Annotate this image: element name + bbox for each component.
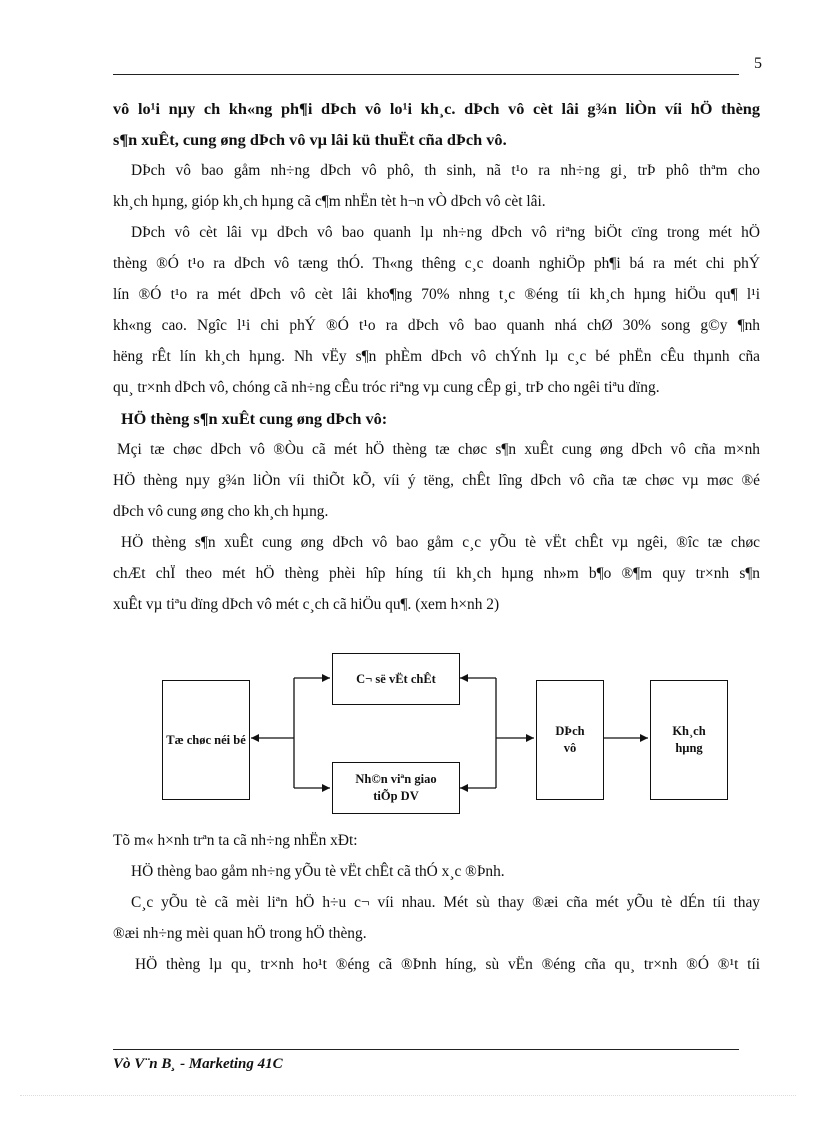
body-text — [113, 93, 760, 980]
paragraph-line: HÖ thèng nµy g¾n liÒn víi thiÕt kÕ, víi ý tëng, chÊt lîng dÞch vô cña tæ chøc vµ møc ®é — [113, 472, 760, 489]
box-service: DÞch vô — [536, 680, 604, 800]
paragraph-line: vô lo¹i nµy ch kh«ng ph¶i dÞch vô lo¹i kh¸c. dÞch vô cèt lâi g¾n liÒn víi hÖ thèng — [113, 99, 760, 118]
paragraph-line: xuÊt vµ tiªu dïng dÞch vô mét c¸ch cã hiÖu qu¶. (xem h×nh 2) — [113, 596, 500, 613]
section-heading: HÖ thèng s¶n xuÊt cung øng dÞch vô: — [121, 409, 388, 428]
footer-rule — [113, 1049, 739, 1050]
box-customer: Kh¸ch hµng — [650, 680, 728, 800]
paragraph-line: thèng ®Ó t¹o ra dÞch vô tæng thÓ. Th«ng thêng c¸c doanh nghiÖp ph¶i bá ra mét chi phÝ — [113, 255, 760, 272]
paragraph-line: ®æi nh÷ng mèi quan hÖ trong hÖ thèng. — [113, 925, 367, 942]
page-edge-dotted — [20, 1095, 796, 1096]
paragraph-line: HÖ thèng bao gåm nh÷ng yÕu tè vËt chÊt cã thÓ x¸c ®Þnh. — [131, 863, 505, 880]
paragraph-line: qu¸ tr×nh dÞch vô, chóng cã nh÷ng cÊu tróc riªng vµ cung cÊp gi¸ trÞ cho ngêi tiªu dïng. — [113, 379, 660, 396]
paragraph-line: Mçi tæ chøc dÞch vô ®Òu cã mét hÖ thèng tæ chøc s¶n xuÊt cung øng dÞch vô cña m×nh — [117, 441, 760, 458]
service-system-diagram — [160, 650, 740, 830]
paragraph-line: HÖ thèng lµ qu¸ tr×nh ho¹t ®éng cã ®Þnh híng, sù vËn ®éng cña qu¸ tr×nh ®Ó ®¹t tíi — [135, 956, 760, 973]
footer-author: Vò V¨n B¸ - Marketing 41C — [113, 1056, 283, 1072]
paragraph-line: DÞch vô bao gåm nh÷ng dÞch vô phô, th sinh, nã t¹o ra nh÷ng gi¸ trÞ phô thªm cho — [131, 162, 760, 179]
paragraph-line: dÞch vô cung øng cho kh¸ch hµng. — [113, 503, 329, 520]
paragraph-line: kh«ng cao. Ngîc l¹i chi phÝ ®Ó t¹o ra dÞch vô bao quanh nhá chØ 30% song g©y ¶nh — [113, 317, 760, 334]
paragraph-line: hëng rÊt lín kh¸ch hµng. Nh vËy s¶n phÈm dÞch vô chÝnh lµ c¸c bé phËn cÊu thµnh cña — [113, 348, 760, 365]
box-internal-organization: Tæ chøc néi bé — [162, 680, 250, 800]
paragraph-line: s¶n xuÊt, cung øng dÞch vô vµ lâi kü thuËt cña dÞch vô. — [113, 130, 507, 149]
paragraph-line: kh¸ch hµng, gióp kh¸ch hµng cã c¶m nhËn tèt h¬n vÒ dÞch vô cèt lâi. — [113, 193, 546, 210]
header-rule — [113, 74, 739, 75]
paragraph-line: DÞch vô cèt lâi vµ dÞch vô bao quanh lµ nh÷ng dÞch vô riªng biÖt cïng trong mét hÖ — [131, 224, 760, 241]
paragraph-line: lín ®Ó t¹o ra mét dÞch vô cèt lâi kho¶ng 70% nhng t¸c ®éng tíi kh¸ch hµng hiÖu qu¶ l¹i — [113, 286, 760, 303]
paragraph-line: HÖ thèng s¶n xuÊt cung øng dÞch vô bao gåm c¸c yÕu tè vËt chÊt vµ ngêi, ®îc tæ chøc — [121, 534, 760, 551]
box-contact-staff: Nh©n viªn giao tiÕp DV — [332, 762, 460, 814]
page-number: 5 — [754, 55, 762, 72]
box-physical-facilities: C¬ së vËt chÊt — [332, 653, 460, 705]
paragraph-line: Tõ m« h×nh trªn ta cã nh÷ng nhËn xÐt: — [113, 832, 358, 849]
paragraph-line: chÆt chÏ theo mét hÖ thèng phèi hîp híng tíi kh¸ch hµng nh»m b¶o ®¶m quy tr×nh s¶n — [113, 565, 760, 582]
paragraph-line: C¸c yÕu tè cã mèi liªn hÖ h÷u c¬ víi nhau. Mét sù thay ®æi cña mét yÕu tè dÉn tíi thay — [131, 894, 760, 911]
